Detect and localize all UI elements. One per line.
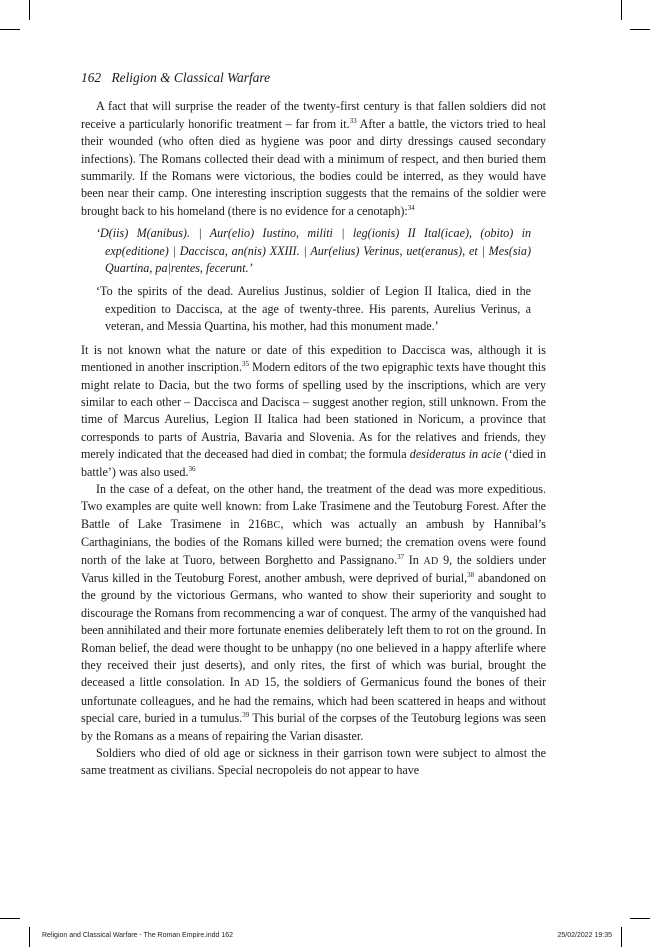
footnote-ref: 33 bbox=[349, 116, 357, 125]
text: , which was actually an ambush by Hannibal’s Carthaginians, the bodies of the Romans killed were burned; the cremation ovens were found north of the lake at Tuoro, between Borghetto and Passignano. bbox=[81, 516, 546, 567]
crop-mark bbox=[630, 29, 650, 30]
latin-formula: desideratus in acie bbox=[409, 447, 502, 462]
text: After a battle, the victors tried to heal their wounded (who often died as hygiene was poor and dirty dressings caused secondary infections). The Romans collected their dead with a minimum of respect, and then buried them summarily. If the Romans were victorious, the bodies could be interred, as they would have been near their camp. One interesting inscription suggests that the remains of the soldier were brought back to his homeland (there is no evidence for a cenotaph): bbox=[81, 116, 546, 218]
running-title: Religion & Classical Warfare bbox=[111, 70, 271, 85]
slug-timestamp: 25/02/2022 19:35 bbox=[557, 932, 612, 939]
running-head bbox=[81, 69, 546, 86]
text: In bbox=[404, 552, 424, 567]
footnote-ref: 37 bbox=[397, 552, 405, 561]
footnote-ref: 34 bbox=[407, 203, 415, 212]
text: Modern editors of the two epigraphic texts have thought this might relate to Dacia, but the two forms of spelling used by the inscriptions, which are very similar to each other – Daccisca and Dacisca – suggest another region, still unknown. From the time of Marcus Aurelius, Legion II Italica had been stationed in Noricum, a province that corresponds to parts of Austria, Bavaria and Slovenia. As for the relatives and friends, they merely indicated that the deceased had died in combat; the formula bbox=[81, 360, 546, 462]
slug-filename: Religion and Classical Warfare - The Roman Empire.indd 162 bbox=[42, 932, 234, 939]
text: (‘died in battle’) was also used. bbox=[81, 447, 546, 479]
paragraph-3 bbox=[81, 481, 546, 745]
text: This burial of the corpses of the Teutoburg legions was seen by the Romans as a means of repairing the Varian disaster. bbox=[81, 711, 546, 743]
text: 15, the soldiers of Germanicus found the bones of their unfortunate colleagues, and he had the remains, which had been scattered in heaps and without special care, buried in a tumulus. bbox=[81, 675, 546, 726]
paragraph-1 bbox=[81, 98, 546, 220]
text: 9, the soldiers under Varus killed in the Teutoburg Forest, another ambush, were deprived of burial, bbox=[81, 552, 546, 585]
footnote-ref: 36 bbox=[188, 464, 196, 473]
inscription-translation: ‘To the spirits of the dead. Aurelius Justinus, soldier of Legion II Italica, died in the expedition to Daccisca, at the age of twenty-three. His parents, Aurelius Verinus, a veteran, and Messia Quartina, his mother, had this monument made.’ bbox=[96, 284, 531, 334]
text: A fact that will surprise the reader of the twenty-first century is that fallen soldiers did not receive a particularly honorific treatment – far from it. bbox=[81, 99, 546, 131]
footnote-ref: 35 bbox=[241, 360, 249, 369]
paragraph-2 bbox=[81, 342, 546, 481]
crop-mark bbox=[0, 29, 20, 30]
crop-mark bbox=[0, 918, 20, 919]
page-body bbox=[81, 68, 546, 780]
text: In the case of a defeat, on the other hand, the treatment of the dead was more expeditious. Two examples are quite well known: from Lake Trasimene and the Teutoburg Forest. After the Battle of Lake Trasimene in 216 bbox=[81, 481, 546, 531]
era-abbrev: AD bbox=[244, 678, 260, 690]
text: abandoned on the ground by the victorious Germans, who wanted to show their superiority and sought to discourage the Romans from recommencing a war of conquest. The army of the vanquished had been annihilated and their more fortunate enemies deliberately left them to rot on the ground. In Roman belief, the dead were thought to be unhappy (no one believed in a happy afterlife where they received their just deserts), and only rites, the first of which was burial, brought the deceased a little consolation. In bbox=[81, 570, 546, 690]
footnote-ref: 38 bbox=[467, 570, 475, 579]
print-slug bbox=[42, 932, 612, 939]
text: It is not known what the nature or date of this expedition to Daccisca was, although it is mentioned in another inscription. bbox=[81, 342, 546, 375]
era-abbrev: AD bbox=[423, 555, 439, 567]
latin-inscription: ‘D(iis) M(anibus). | Aur(elio) Iustino, militi | leg(ionis) II Ital(icae), (obito) in exp(editione) | Daccisca, an(nis) XXIII. | Aur(elius) Verinus, uet(eranus), et | Mes(sia) Quartina, pa|rentes, fecerunt.’ bbox=[96, 226, 531, 276]
page-number: 162 bbox=[81, 70, 102, 85]
crop-mark bbox=[630, 918, 650, 919]
footnote-ref: 39 bbox=[242, 711, 250, 720]
era-abbrev: BC bbox=[266, 519, 281, 531]
crop-mark bbox=[621, 927, 622, 947]
crop-mark bbox=[29, 0, 30, 20]
crop-mark bbox=[29, 927, 30, 947]
crop-mark bbox=[621, 0, 622, 20]
paragraph-4: Soldiers who died of old age or sickness in their garrison town were subject to almost the same treatment as civilians. Special necropoleis do not appear to have bbox=[81, 746, 546, 778]
